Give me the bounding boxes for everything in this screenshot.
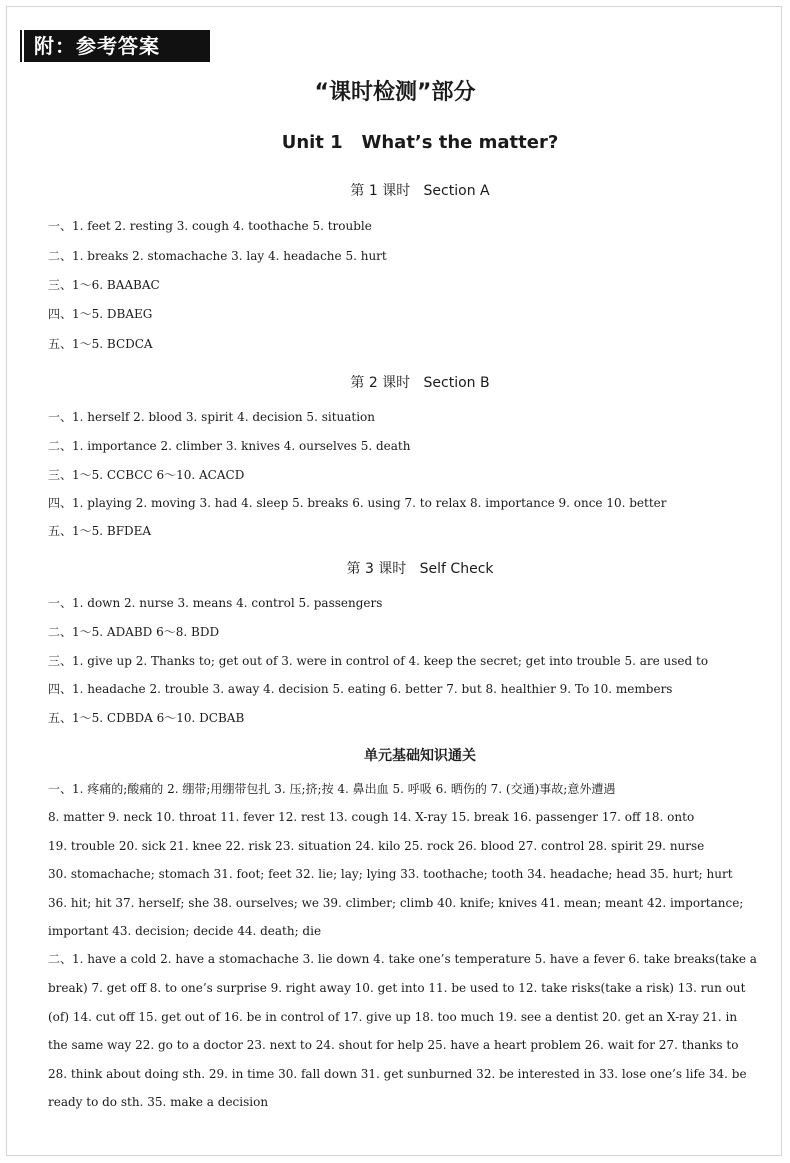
review-line-7: 二、1. have a cold 2. have a stomachache 3. lie down 4. take one’s temperature 5. have a fever 6. take breaks(take a xyxy=(48,952,757,966)
lesson-3-line-2: 二、1～5. ADABD 6～8. BDD xyxy=(48,625,220,639)
lesson-2-line-5: 五、1～5. BFDEA xyxy=(48,524,152,538)
lesson-1-heading: 第 1 课时 Section A xyxy=(350,183,490,199)
lesson-1-line-4: 四、1～5. DBAEG xyxy=(48,307,153,321)
answer-banner: 附：参考答案 xyxy=(24,30,210,62)
review-line-9: (of) 14. cut off 15. get out of 16. be in control of 17. give up 18. too much 19. see a dentist 20. get an X-ray 21. in xyxy=(48,1010,738,1024)
lesson-1-line-2: 二、1. breaks 2. stomachache 3. lay 4. headache 5. hurt xyxy=(48,249,387,263)
review-line-10: the same way 22. go to a doctor 23. next to 24. shout for help 25. have a heart problem 26. wait for 27. thanks to xyxy=(48,1038,739,1052)
lesson-2-heading: 第 2 课时 Section B xyxy=(350,375,490,391)
review-line-5: 36. hit; hit 37. herself; she 38. ourselves; we 39. climber; climb 40. knife; knives 41. mean; meant 42. importance; xyxy=(48,896,744,910)
review-line-3: 19. trouble 20. sick 21. knee 22. risk 23. situation 24. kilo 25. rock 26. blood 27. control 28. spirit 29. nurse xyxy=(48,839,705,853)
review-line-8: break) 7. get off 8. to one’s surprise 9. right away 10. get into 11. be used to 12. take risks(take a risk) 13. run out xyxy=(48,981,746,995)
review-line-1: 一、1. 疼痛的;酸痛的 2. 绷带;用绷带包扎 3. 压;挤;按 4. 鼻出血 5. 呼吸 6. 晒伤的 7. (交通)事故;意外遭遇 xyxy=(48,782,616,796)
review-line-4: 30. stomachache; stomach 31. foot; feet 32. lie; lay; lying 33. toothache; tooth 34. headache; head 35. hurt; hurt xyxy=(48,867,733,881)
unit-title: Unit 1 What’s the matter? xyxy=(281,132,559,153)
review-line-2: 8. matter 9. neck 10. throat 11. fever 12. rest 13. cough 14. X-ray 15. break 16. passenger 17. off 18. onto xyxy=(48,810,695,824)
lesson-1-line-5: 五、1～5. BCDCA xyxy=(48,337,153,351)
lesson-3-line-5: 五、1～5. CDBDA 6～10. DCBAB xyxy=(48,711,245,725)
review-line-12: ready to do sth. 35. make a decision xyxy=(48,1095,269,1109)
unit-review-heading: 单元基础知识通关 xyxy=(364,748,476,764)
lesson-2-line-1: 一、1. herself 2. blood 3. spirit 4. decision 5. situation xyxy=(48,410,376,424)
lesson-2-line-4: 四、1. playing 2. moving 3. had 4. sleep 5. breaks 6. using 7. to relax 8. importance 9. once 10. better xyxy=(48,496,667,510)
lesson-2-line-3: 三、1～5. CCBCC 6～10. ACACD xyxy=(48,468,245,482)
page-title: “课时检测”部分 xyxy=(314,80,476,105)
review-line-11: 28. think about doing sth. 29. in time 30. fall down 31. get sunburned 32. be interested in 33. lose one’s life 34. be xyxy=(48,1067,747,1081)
lesson-1-line-3: 三、1～6. BAABAC xyxy=(48,278,160,292)
review-line-6: important 43. decision; decide 44. death; die xyxy=(48,924,322,938)
lesson-3-heading: 第 3 课时 Self Check xyxy=(346,561,494,577)
lesson-3-line-4: 四、1. headache 2. trouble 3. away 4. decision 5. eating 6. better 7. but 8. healthier 9. To 10. members xyxy=(48,682,673,696)
lesson-2-line-2: 二、1. importance 2. climber 3. knives 4. ourselves 5. death xyxy=(48,439,411,453)
lesson-3-line-3: 三、1. give up 2. Thanks to; get out of 3. were in control of 4. keep the secret; get into trouble 5. are used to xyxy=(48,654,709,668)
lesson-1-line-1: 一、1. feet 2. resting 3. cough 4. toothache 5. trouble xyxy=(48,219,372,233)
lesson-3-line-1: 一、1. down 2. nurse 3. means 4. control 5. passengers xyxy=(48,596,383,610)
